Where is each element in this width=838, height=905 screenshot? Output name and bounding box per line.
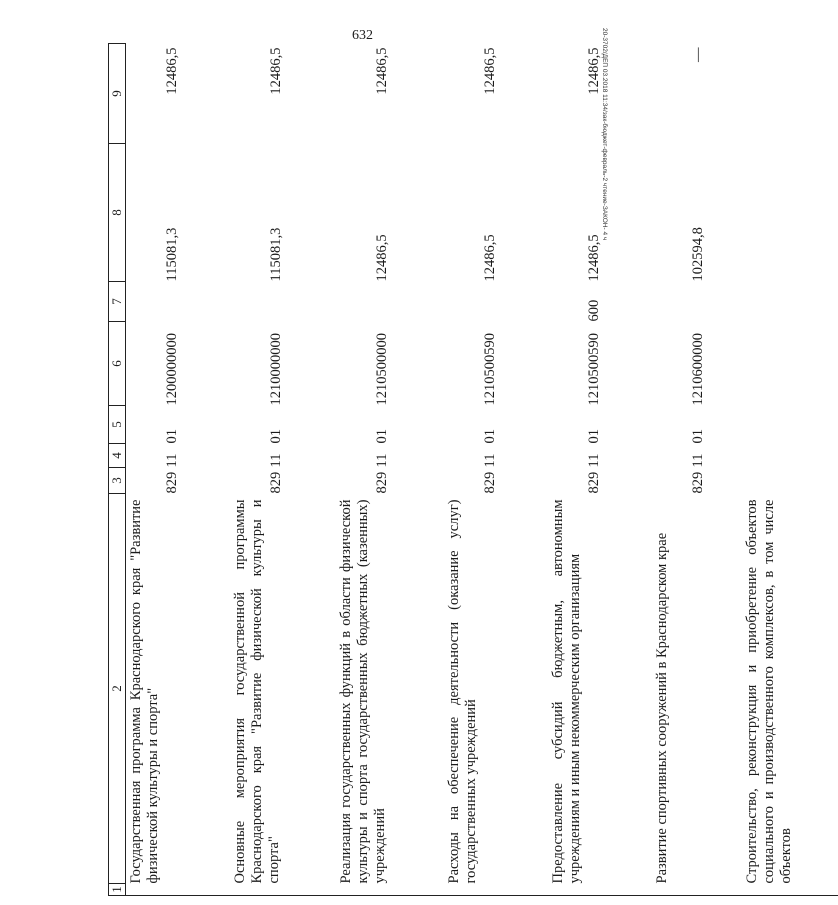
row-code-5: 01 [690,429,706,444]
row-amount-9: 12486,5 [268,47,284,95]
row-code-3: 829 [164,471,180,494]
row-code-5: 01 [164,429,180,444]
row-code-4: 11 [482,453,498,468]
table-row [548,44,652,896]
row-code-6: 1210500590 [586,333,602,406]
row-code-4: 11 [586,453,602,468]
row-amount-8: 102594,8 [690,227,706,282]
row-amount-9: 12486,5 [482,47,498,95]
row-code-7 [742,282,838,322]
row-index-cell [652,884,742,896]
table-row [336,44,444,896]
row-amount-8: 115081,3 [268,227,284,282]
header-row [109,44,126,896]
row-name: Государственная программа Краснодарского края "Развитие физической культуры и спорта" [128,499,161,884]
col-header-8: 8 [109,144,126,282]
row-index-cell [230,884,336,896]
row-amount-9: — [690,47,706,62]
row-name: Основные мероприятия государственной программы Краснодарского края "Развитие физической культуры и спорта" [232,499,282,884]
row-code-6: 1210500590 [482,333,498,406]
row-code-6: 1210000000 [268,333,284,406]
row-code-3: 829 [586,471,602,494]
col-header-5: 5 [109,406,126,444]
row-code-4 [742,444,838,468]
row-code-5: 01 [374,429,390,444]
row-code-3 [742,468,838,494]
row-code-4: 11 [374,453,390,468]
row-name: Предоставление субсидий бюджетным, автономным учреждениям и иным некоммерческим организациям [550,499,583,884]
row-code-7 [444,282,548,322]
col-header-3: 3 [109,468,126,494]
row-index-cell [444,884,548,896]
row-code-3: 829 [482,471,498,494]
row-code-3: 829 [374,471,390,494]
table-row [742,44,838,896]
row-code-7 [336,282,444,322]
col-header-4: 4 [109,444,126,468]
row-amount-9: 12486,5 [164,47,180,95]
row-amount-9: 12486,5 [586,47,602,95]
col-header-2: 2 [109,494,126,884]
side-stamp: 20-3702/ДЕП 03.2018 11:34/зак-бюджет-февраль-2 чтение-ЗАКОН- 4 ч [601,28,608,241]
row-code-5: 01 [482,429,498,444]
page-number: 632 [352,28,373,43]
table-row [444,44,548,896]
row-code-5 [742,406,838,444]
row-index-cell [548,884,652,896]
row-index-cell [336,884,444,896]
row-code-6: 1200000000 [164,333,180,406]
row-code-7 [230,282,336,322]
col-header-1: 1 [109,884,126,896]
row-amount-8: 12486,5 [482,234,498,282]
row-code-6: 1210500000 [374,333,390,406]
row-code-4: 11 [268,453,284,468]
row-code-3: 829 [690,471,706,494]
row-amount-8 [742,144,838,282]
col-header-9: 9 [109,44,126,144]
row-index-cell [742,884,838,896]
row-name: Строительство, реконструкция и приобретение объектов социального и производственного комплексов, в том числе объектов [744,499,794,884]
row-code-5: 01 [586,429,602,444]
col-header-6: 6 [109,322,126,406]
col-header-7: 7 [109,282,126,322]
row-amount-8: 12486,5 [374,234,390,282]
row-code-7 [652,282,742,322]
row-code-7 [126,282,231,322]
row-name: Развитие спортивных сооружений в Краснодарском крае [654,532,670,884]
row-name: Реализация государственных функций в области физической культуры и спорта государственных бюджетных (казенных) учреждений [338,499,388,884]
row-code-4: 11 [164,453,180,468]
table-row [126,44,231,896]
table-row [230,44,336,896]
row-code-3: 829 [268,471,284,494]
budget-table [108,43,838,896]
row-amount-8: 12486,5 [586,234,602,282]
row-amount-9 [742,44,838,144]
row-amount-8: 115081,3 [164,227,180,282]
row-code-6 [742,322,838,406]
row-amount-9: 12486,5 [374,47,390,95]
row-index-cell [126,884,231,896]
row-code-5: 01 [268,429,284,444]
table-row [652,44,742,896]
row-code-4: 11 [690,453,706,468]
row-code-7: 600 [586,299,602,322]
row-code-6: 1210600000 [690,333,706,406]
row-name: Расходы на обеспечение деятельности (оказание услуг) государственных учреждений [446,499,479,884]
